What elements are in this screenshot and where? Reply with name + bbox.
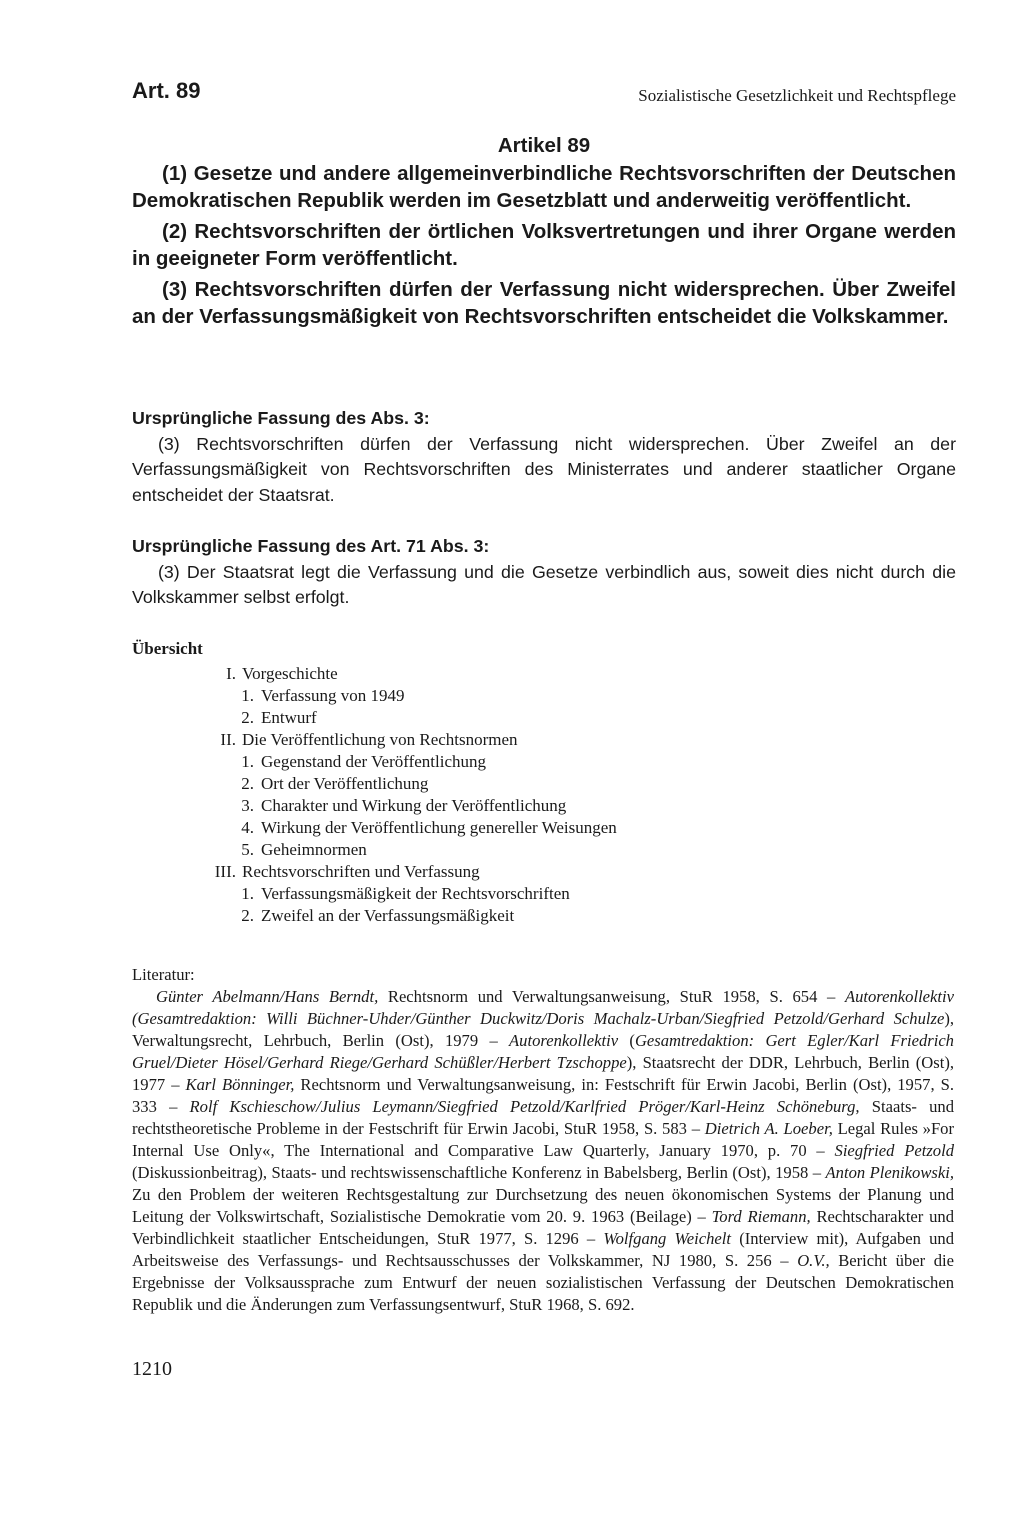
overview-item: 4. Wirkung der Veröffentlichung genereller Weisungen	[241, 818, 617, 837]
overview-item: 1. Verfassungsmäßigkeit der Rechtsvorschriften	[241, 884, 570, 903]
literature-text	[132, 986, 954, 1316]
literature-author: Siegfried Petzold	[834, 1141, 954, 1160]
literature-author: Anton Plenikowski,	[825, 1163, 954, 1182]
literature-author: Rolf Kschieschow/Julius Leymann/Siegfried Petzold/Karlfried Pröger/Karl-Heinz Schöneburg,	[189, 1097, 860, 1116]
overview-item: 1. Verfassung von 1949	[241, 686, 405, 705]
original-version-abs3	[132, 406, 956, 508]
literature-author: Autorenkollektiv	[509, 1031, 619, 1050]
literature-author: O.V.,	[797, 1251, 830, 1270]
literature-author: Autorenkollektiv (Gesamtredaktion: Willi Büchner-Uhder/Günther Duckwitz/Doris Machalz-Urban/Siegfried Petzold/Gerhard Schulze	[132, 987, 954, 1028]
literature-author: Wolfgang Weichelt	[603, 1229, 732, 1248]
literature-title: Literatur:	[132, 965, 195, 984]
original-version-art71	[132, 534, 956, 611]
literature-citation: Rechtscharakter und Verbindlichkeit staatlicher Entscheidungen, StuR 1977, S. 1296 –	[132, 1207, 954, 1248]
literature-citation: Rechtsnorm und Verwaltungsanweisung, in: Festschrift für Erwin Jacobi, Berlin (Ost), 1957, S. 333 –	[132, 1075, 954, 1116]
literature-author: Günter Abelmann/Hans Berndt,	[156, 987, 379, 1006]
section-text: (3) Der Staatsrat legt die Verfassung und die Gesetze verbindlich aus, soweit dies nicht durch die Volkskammer selbst erfolgt.	[132, 561, 956, 607]
overview-item: II. Die Veröffentlichung von Rechtsnormen	[220, 730, 518, 749]
article-text	[132, 132, 956, 334]
literature-citation: Bericht über die Ergebnisse der Volksaussprache zum Entwurf der neuen sozialistischen Verfassung der Deutschen Demokratischen Republik und die Änderungen zum Verfassungsentwurf, StuR 1968, S. 692.	[132, 1251, 954, 1314]
page-number: 1210	[132, 1358, 172, 1380]
overview-item: 2. Zweifel an der Verfassungsmäßigkeit	[241, 906, 515, 925]
overview-item: 1. Gegenstand der Veröffentlichung	[241, 752, 487, 771]
overview-item: 2. Entwurf	[241, 708, 317, 727]
overview-item: III. Rechtsvorschriften und Verfassung	[214, 862, 480, 881]
literature-citation: (Interview mit), Aufgaben und Arbeitsweise des Verfassungs- und Rechtsausschusses der Volkskammer, NJ 1980, S. 256 –	[132, 1229, 954, 1270]
overview-item: 5. Geheimnormen	[241, 840, 367, 859]
literature-citation: Zu den Problem der weiteren Rechtsgestaltung zur Durchsetzung des neuen ökonomischen Systems der Planung und Leitung der Volkswirtschaft, Sozialistische Demokratie vom 20. 9. 1963 (Beilage) –	[132, 1185, 954, 1226]
literature-author: Tord Riemann,	[711, 1207, 811, 1226]
article-label: Art. 89	[132, 78, 201, 103]
literature	[132, 964, 954, 1316]
overview-title: Übersicht	[132, 639, 203, 658]
literature-citation: (Diskussionbeitrag), Staats- und rechtswissenschaftliche Konferenz in Babelsberg, Berlin (Ost), 1958 –	[132, 1163, 826, 1182]
section-text: (3) Rechtsvorschriften dürfen der Verfassung nicht widersprechen. Über Zweifel an der Verfassungsmäßigkeit von Rechtsvorschriften des Ministerrates und anderer staatlicher Organe entscheidet der Staatsrat.	[132, 433, 956, 505]
overview-item: I. Vorgeschichte	[226, 664, 338, 683]
literature-author: Gesamtredaktion: Gert Egler/Karl Friedrich Gruel/Dieter Hösel/Gerhard Riege/Gerhard Schüßler/Herbert Tzschoppe	[132, 1031, 954, 1072]
literature-citation: ), Staatsrecht der DDR, Lehrbuch, Berlin (Ost), 1977 –	[132, 1053, 954, 1094]
article-title: Artikel 89	[497, 134, 591, 157]
literature-citation: ), Verwaltungsrecht, Lehrbuch, Berlin (Ost), 1979 –	[132, 1009, 954, 1050]
overview-item: 2. Ort der Veröffentlichung	[241, 774, 429, 793]
section-heading: Ursprüngliche Fassung des Art. 71 Abs. 3:	[132, 536, 490, 556]
literature-citation: Legal Rules »For Internal Use Only«, The International and Comparative Law Quarterly, January 1970, p. 70 –	[132, 1119, 954, 1160]
article-paragraph: (3) Rechtsvorschriften dürfen der Verfassung nicht widersprechen. Über Zweifel an der Verfassungsmäßigkeit von Rechtsvorschriften entscheidet die Volkskammer.	[132, 277, 956, 328]
literature-author: Dietrich A. Loeber,	[704, 1119, 833, 1138]
article-paragraph: (2) Rechtsvorschriften der örtlichen Volksvertretungen und ihrer Organe werden in geeigneter Form veröffentlicht.	[132, 219, 956, 270]
literature-citation: (	[618, 1031, 635, 1050]
overview-item: 3. Charakter und Wirkung der Veröffentlichung	[241, 796, 567, 815]
literature-citation: Staats- und rechtstheoretische Probleme in der Festschrift für Erwin Jacobi, StuR 1958, S. 583 –	[132, 1097, 955, 1138]
literature-citation: Rechtsnorm und Verwaltungsanweisung, StuR 1958, S. 654 –	[378, 987, 845, 1006]
running-head: Sozialistische Gesetzlichkeit und Rechtspflege	[638, 86, 956, 105]
literature-author: Karl Bönninger,	[185, 1075, 295, 1094]
overview	[132, 638, 956, 927]
article-paragraph: (1) Gesetze und andere allgemeinverbindliche Rechtsvorschriften der Deutschen Demokratischen Republik werden im Gesetzblatt und anderweitig veröffentlicht.	[132, 161, 956, 212]
section-heading: Ursprüngliche Fassung des Abs. 3:	[132, 408, 430, 428]
